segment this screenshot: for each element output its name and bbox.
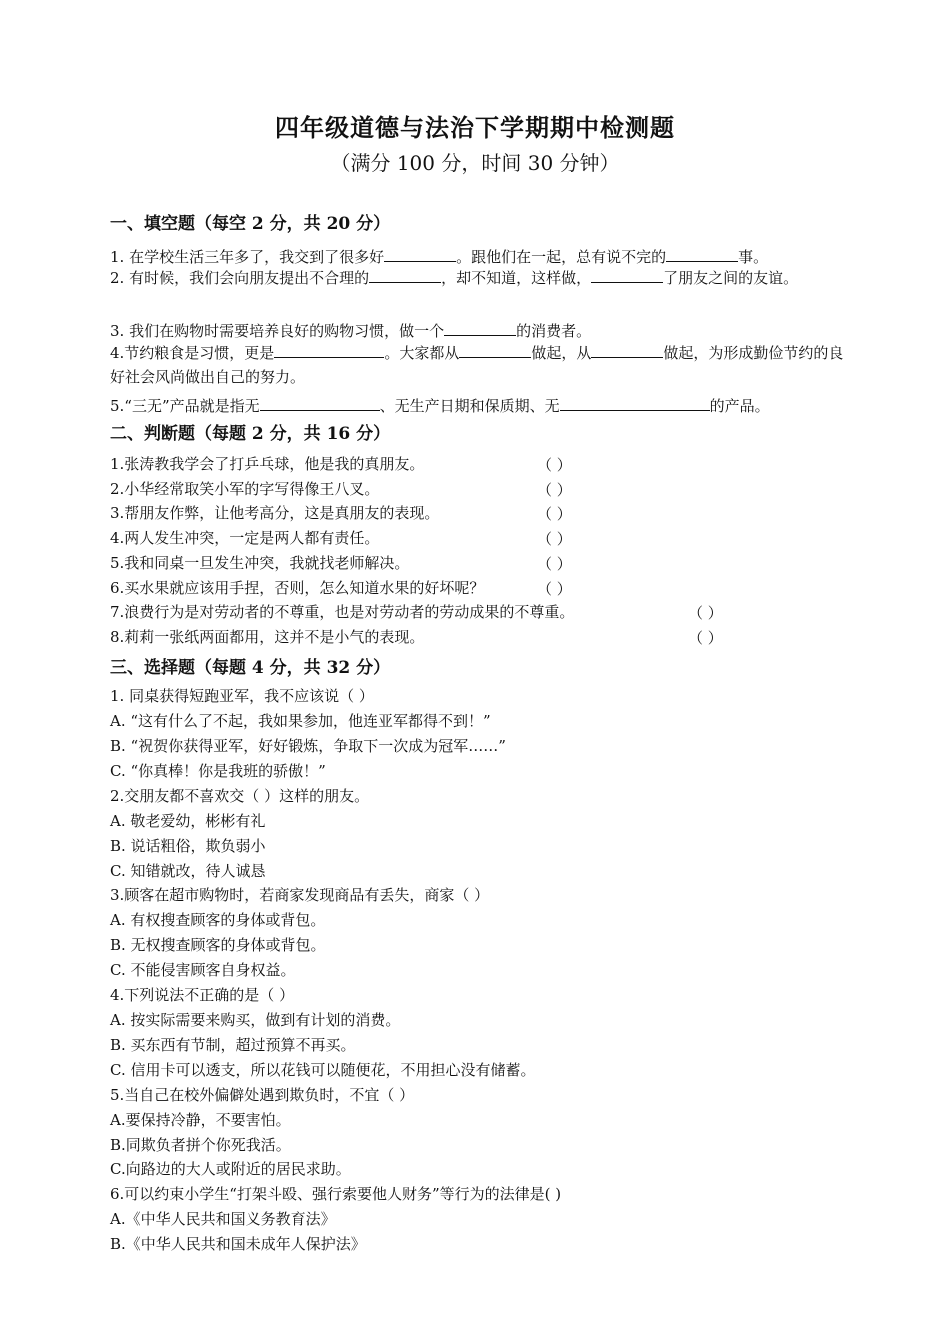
judge-item-1: 1.张涛教我学会了打乒乓球，他是我的真朋友。 [110, 455, 425, 473]
choice-question: 4.下列说法不正确的是（ ） [110, 986, 295, 1004]
fill-blank[interactable] [444, 319, 516, 336]
fill-q5-text: 、无生产日期和保质期、无 [379, 397, 560, 415]
choice-question: 1. 同桌获得短跑亚军，我不应该说（ ） [110, 687, 374, 705]
section-fill-blank-heading: 一、填空题（每空 2 分，共 20 分） [110, 214, 391, 234]
judge-item-8: 8.莉莉一张纸两面都用，这并不是小气的表现。 [110, 628, 425, 646]
answer-paren[interactable]: （ ） [537, 505, 572, 523]
choice-option: C. 知错就改，待人诚恳 [110, 862, 266, 880]
answer-paren[interactable]: （ ） [537, 456, 572, 474]
judge-item-3: 3.帮朋友作弊，让他考高分，这是真朋友的表现。 [110, 504, 440, 522]
choice-option: A. 按实际需要来购买，做到有计划的消费。 [110, 1011, 401, 1029]
fill-blank[interactable] [369, 266, 441, 283]
fill-q2-text: 2. 有时候，我们会向朋友提出不合理的 [110, 269, 370, 287]
choice-option: B. 买东西有节制，超过预算不再买。 [110, 1036, 356, 1054]
fill-blank[interactable] [274, 341, 384, 358]
fill-q4-text: 。大家都从 [384, 344, 460, 362]
judge-item-7: 7.浪费行为是对劳动者的不尊重，也是对劳动者的劳动成果的不尊重。 [110, 603, 575, 621]
fill-q1-text: 。跟他们在一起，总有说不完的 [456, 248, 667, 266]
fill-q5-text: 5.“三无”产品就是指无 [110, 397, 260, 415]
answer-paren[interactable]: （ ） [688, 629, 723, 647]
choice-option: A. 敬老爱幼，彬彬有礼 [110, 812, 266, 830]
fill-blank[interactable] [560, 394, 710, 411]
section-judge-heading: 二、判断题（每题 2 分，共 16 分） [110, 424, 391, 444]
section-choice-heading: 三、选择题（每题 4 分，共 32 分） [110, 658, 391, 678]
judge-item-5: 5.我和同桌一旦发生冲突，我就找老师解决。 [110, 554, 410, 572]
choice-option: A. 有权搜查顾客的身体或背包。 [110, 911, 326, 929]
fill-q4-text: 做起，从 [531, 344, 592, 362]
fill-q2-text: 了朋友之间的友谊。 [663, 269, 799, 287]
choice-question: 3.顾客在超市购物时，若商家发现商品有丢失，商家（ ） [110, 886, 490, 904]
fill-q3-text: 的消费者。 [516, 322, 592, 340]
fill-blank[interactable] [666, 245, 738, 262]
fill-q4-text: 做起，为形成勤俭节约的良好社会风尚做出自己的努力。 [110, 344, 844, 386]
choice-option: B.《中华人民共和国未成年人保护法》 [110, 1235, 366, 1253]
fill-q4-text: 4.节约粮食是习惯，更是 [110, 344, 275, 362]
fill-q1-text: 1. 在学校生活三年多了，我交到了很多好 [110, 248, 385, 266]
fill-q4 [110, 341, 845, 389]
fill-q5-text: 的产品。 [709, 397, 770, 415]
fill-blank[interactable] [384, 245, 456, 262]
answer-paren[interactable]: （ ） [537, 481, 572, 499]
fill-q1 [110, 245, 768, 267]
fill-blank[interactable] [260, 394, 380, 411]
fill-q2-text: ，却不知道，这样做， [441, 269, 592, 287]
choice-option: A. “这有什么了不起，我如果参加，他连亚军都得不到！” [110, 712, 491, 730]
choice-option: B. 无权搜查顾客的身体或背包。 [110, 936, 326, 954]
choice-option: C. 信用卡可以透支，所以花钱可以随便花，不用担心没有储蓄。 [110, 1061, 536, 1079]
choice-option: A.《中华人民共和国义务教育法》 [110, 1210, 336, 1228]
choice-question: 5.当自己在校外偏僻处遇到欺负时，不宜（ ） [110, 1086, 415, 1104]
fill-blank[interactable] [591, 341, 663, 358]
fill-q2 [110, 266, 845, 290]
answer-paren[interactable]: （ ） [537, 530, 572, 548]
fill-q5 [110, 394, 770, 416]
judge-item-2: 2.小华经常取笑小军的字写得像王八叉。 [110, 480, 380, 498]
choice-option: B. 说话粗俗，欺负弱小 [110, 837, 266, 855]
choice-question: 2.交朋友都不喜欢交（ ）这样的朋友。 [110, 787, 370, 805]
fill-q3 [110, 319, 591, 341]
fill-blank[interactable] [459, 341, 531, 358]
fill-blank[interactable] [591, 266, 663, 283]
page-subtitle: （满分 100 分，时间 30 分钟） [330, 151, 620, 175]
answer-paren[interactable]: （ ） [537, 555, 572, 573]
choice-option: C. “你真棒！你是我班的骄傲！” [110, 762, 326, 780]
fill-q1-text: 事。 [738, 248, 769, 266]
choice-option: C. 不能侵害顾客自身权益。 [110, 961, 296, 979]
choice-option: C.向路边的大人或附近的居民求助。 [110, 1160, 351, 1178]
judge-item-4: 4.两人发生冲突，一定是两人都有责任。 [110, 529, 380, 547]
page-title: 四年级道德与法治下学期期中检测题 [275, 113, 675, 142]
choice-question: 6.可以约束小学生“打架斗殴、强行索要他人财务”等行为的法律是( ) [110, 1185, 562, 1203]
answer-paren[interactable]: （ ） [688, 604, 723, 622]
answer-paren[interactable]: （ ） [537, 580, 572, 598]
choice-option: A.要保持冷静，不要害怕。 [110, 1111, 291, 1129]
fill-q3-text: 3. 我们在购物时需要培养良好的购物习惯，做一个 [110, 322, 445, 340]
choice-option: B.同欺负者拼个你死我活。 [110, 1136, 291, 1154]
judge-item-6: 6.买水果就应该用手捏，否则，怎么知道水果的好坏呢？ [110, 579, 485, 597]
choice-option: B. “祝贺你获得亚军，好好锻炼，争取下一次成为冠军……” [110, 737, 506, 755]
